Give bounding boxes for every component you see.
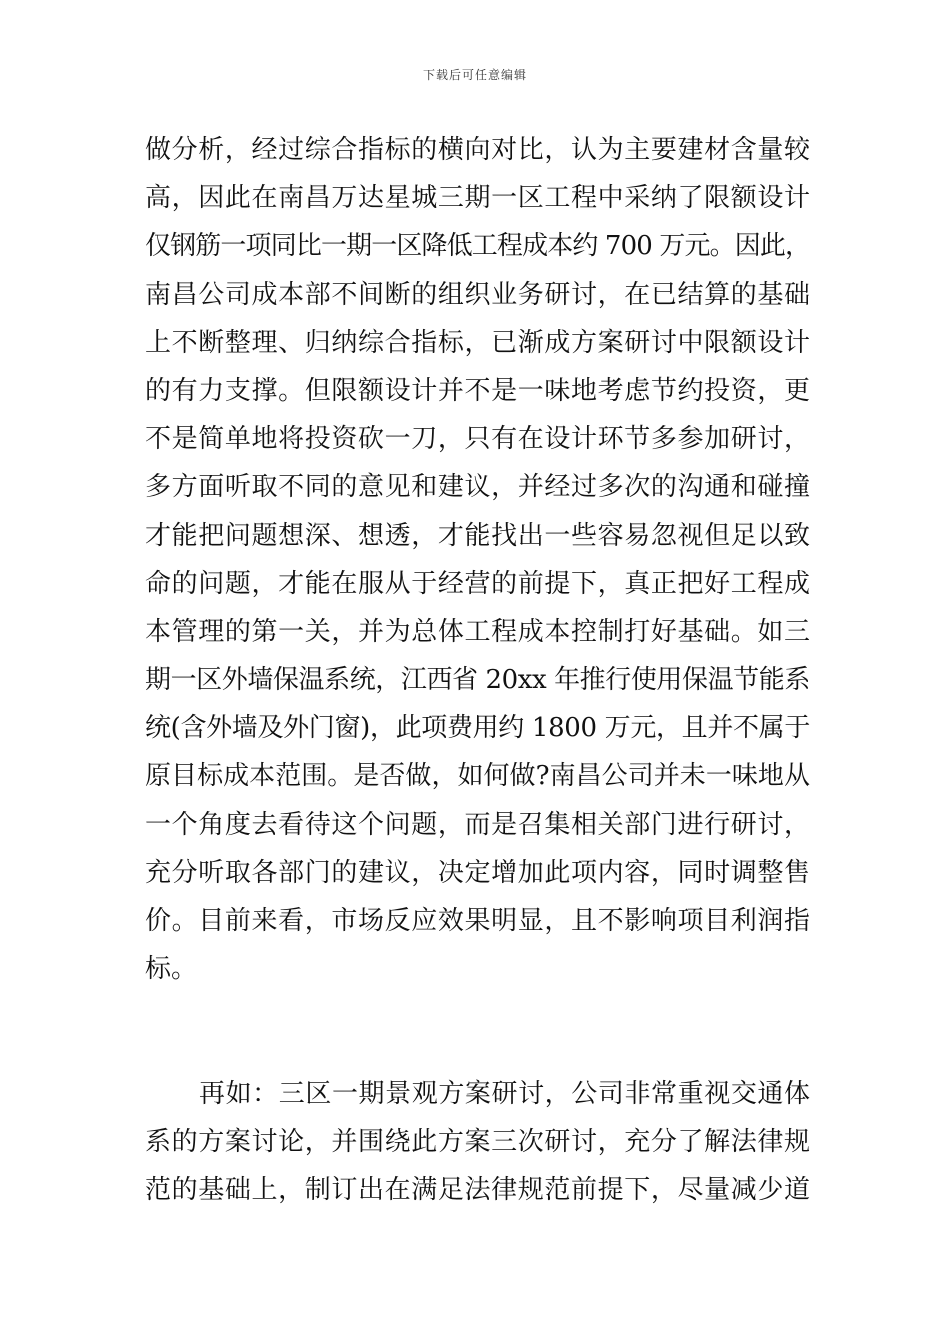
paragraph-2 [145,1070,810,1215]
text-line: 不是简单地将投资砍一刀，只有在设计环节多参加研讨， [145,424,811,455]
text-line: 原目标成本范围。是否做，如何做?南昌公司并未一味地从 [145,761,810,792]
text-line: 南昌公司成本部不间断的组织业务研讨，在已结算的基础 [145,279,811,310]
text-line: 价。目前来看，市场反应效果明显，且不影响项目利润指 [145,906,811,936]
text-line: 做分析，经过综合指标的横向对比，认为主要建材含量较 [145,135,811,165]
text-line: 上不断整理、归纳综合指标，已渐成方案研讨中限额设计 [145,327,811,358]
text-line: 期一区外墙保温系统，江西省 20xx 年推行使用保温节能系 [145,665,810,696]
text-line: 命的问题，才能在服从于经营的前提下，真正把好工程成 [145,568,811,599]
text-line: 仅钢筋一项同比一期一区降低工程成本约 700 万元。因此， [145,231,811,262]
text-line: 一个角度去看待这个问题，而是召集相关部门进行研讨， [145,809,811,840]
header-note: 下载后可任意编辑 [422,68,527,82]
text-line: 标。 [145,954,198,985]
paragraph-1 [145,126,810,993]
text-line: 再如：三区一期景观方案研讨，公司非常重视交通体 [199,1079,811,1109]
text-line: 充分听取各部门的建议，决定增加此项内容，同时调整售 [145,857,811,888]
text-line: 才能把问题想深、想透，才能找出一些容易忽视但足以致 [145,520,811,551]
text-line: 范的基础上，制订出在满足法律规范前提下，尽量减少道 [145,1175,811,1206]
text-line: 统(含外墙及外门窗)，此项费用约 1800 万元，且并不属于 [145,713,810,744]
text-line: 高，因此在南昌万达星城三期一区工程中采纳了限额设计 [145,183,811,214]
text-line: 多方面听取不同的意见和建议，并经过多次的沟通和碰撞 [145,472,811,503]
text-line: 的有力支撑。但限额设计并不是一味地考虑节约投资，更 [145,375,811,406]
text-line: 本管理的第一关，并为总体工程成本控制打好基础。如三 [145,616,811,647]
text-line: 系的方案讨论，并围绕此方案三次研讨，充分了解法律规 [145,1127,811,1158]
